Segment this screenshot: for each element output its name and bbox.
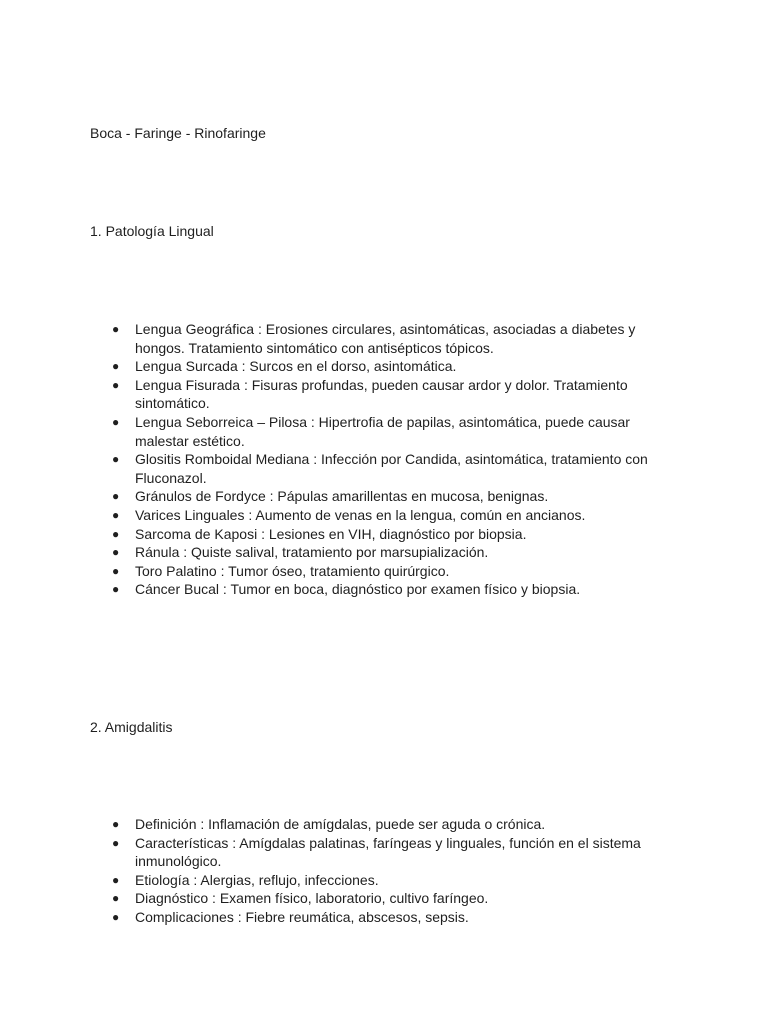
bullet-icon: ● [112, 891, 120, 906]
list-item [108, 525, 648, 544]
list-item-text: Lengua Surcada : Surcos en el dorso, asintomática. [135, 358, 457, 375]
list-item [108, 413, 648, 450]
bullet-icon: ● [112, 563, 120, 578]
list-item [108, 908, 648, 927]
list-item-text: Sarcoma de Kaposi : Lesiones en VIH, diagnóstico por biopsia. [135, 525, 527, 542]
bullet-icon: ● [112, 526, 120, 541]
bullet-icon: ● [112, 359, 120, 374]
section-heading-patologia-lingual: 1. Patología Lingual [90, 223, 214, 239]
list-item [108, 320, 648, 357]
list-item-text: Diagnóstico : Examen físico, laboratorio, cultivo faríngeo. [135, 890, 489, 907]
list-item [108, 450, 648, 487]
bullet-icon: ● [112, 582, 120, 597]
list-item-text: Lengua Seborreica – Pilosa : Hipertrofia de papilas, asintomática, puede causar malestar estético. [135, 413, 630, 449]
list-item [108, 889, 648, 908]
bullet-icon: ● [112, 452, 120, 467]
amigdalitis-list [108, 815, 648, 927]
bullet-icon: ● [112, 872, 120, 887]
list-item-text: Definición : Inflamación de amígdalas, puede ser aguda o crónica. [135, 816, 546, 832]
bullet-icon: ● [112, 545, 120, 560]
list-item [108, 506, 648, 525]
list-item-text: Lengua Geográfica : Erosiones circulares, asintomáticas, asociadas a diabetes y hongos. Tratamiento sintomático con antisépticos tópicos. [135, 321, 636, 356]
section-heading-amigdalitis: 2. Amigdalitis [90, 719, 173, 735]
bullet-icon: ● [112, 909, 120, 924]
list-item [108, 834, 648, 871]
bullet-icon: ● [112, 414, 120, 429]
list-item [108, 543, 648, 562]
list-item-text: Glositis Romboidal Mediana : Infección por Candida, asintomática, tratamiento con Fluconazol. [135, 451, 648, 486]
bullet-icon: ● [112, 507, 120, 522]
list-item [108, 357, 648, 376]
bullet-icon: ● [112, 489, 120, 504]
list-item-text: Varices Linguales : Aumento de venas en la lengua, común en ancianos. [135, 506, 586, 523]
list-item-text: Toro Palatino : Tumor óseo, tratamiento quirúrgico. [135, 562, 450, 579]
list-item [108, 580, 648, 599]
list-item-text: Ránula : Quiste salival, tratamiento por marsupialización. [135, 544, 489, 561]
bullet-icon: ● [112, 322, 120, 336]
bullet-icon: ● [112, 817, 120, 831]
list-item-text: Gránulos de Fordyce : Pápulas amarillentas en mucosa, benignas. [135, 488, 549, 505]
list-item-text: Complicaciones : Fiebre reumática, abscesos, sepsis. [135, 908, 469, 925]
document-title: Boca - Faringe - Rinofaringe [90, 125, 266, 141]
list-item [108, 871, 648, 890]
patologia-lingual-list [108, 320, 648, 599]
list-item-text: Lengua Fisurada : Fisuras profundas, pueden causar ardor y dolor. Tratamiento sintomático. [135, 376, 628, 412]
list-item [108, 815, 648, 834]
bullet-icon: ● [112, 835, 120, 850]
list-item-text: Características : Amígdalas palatinas, faríngeas y linguales, función en el sistema inmunológico. [135, 834, 641, 870]
list-item [108, 562, 648, 581]
list-item-text: Etiología : Alergias, reflujo, infecciones. [135, 871, 379, 888]
bullet-icon: ● [112, 377, 120, 392]
list-item [108, 376, 648, 413]
list-item-text: Cáncer Bucal : Tumor en boca, diagnóstico por examen físico y biopsia. [135, 581, 581, 598]
list-item [108, 487, 648, 506]
